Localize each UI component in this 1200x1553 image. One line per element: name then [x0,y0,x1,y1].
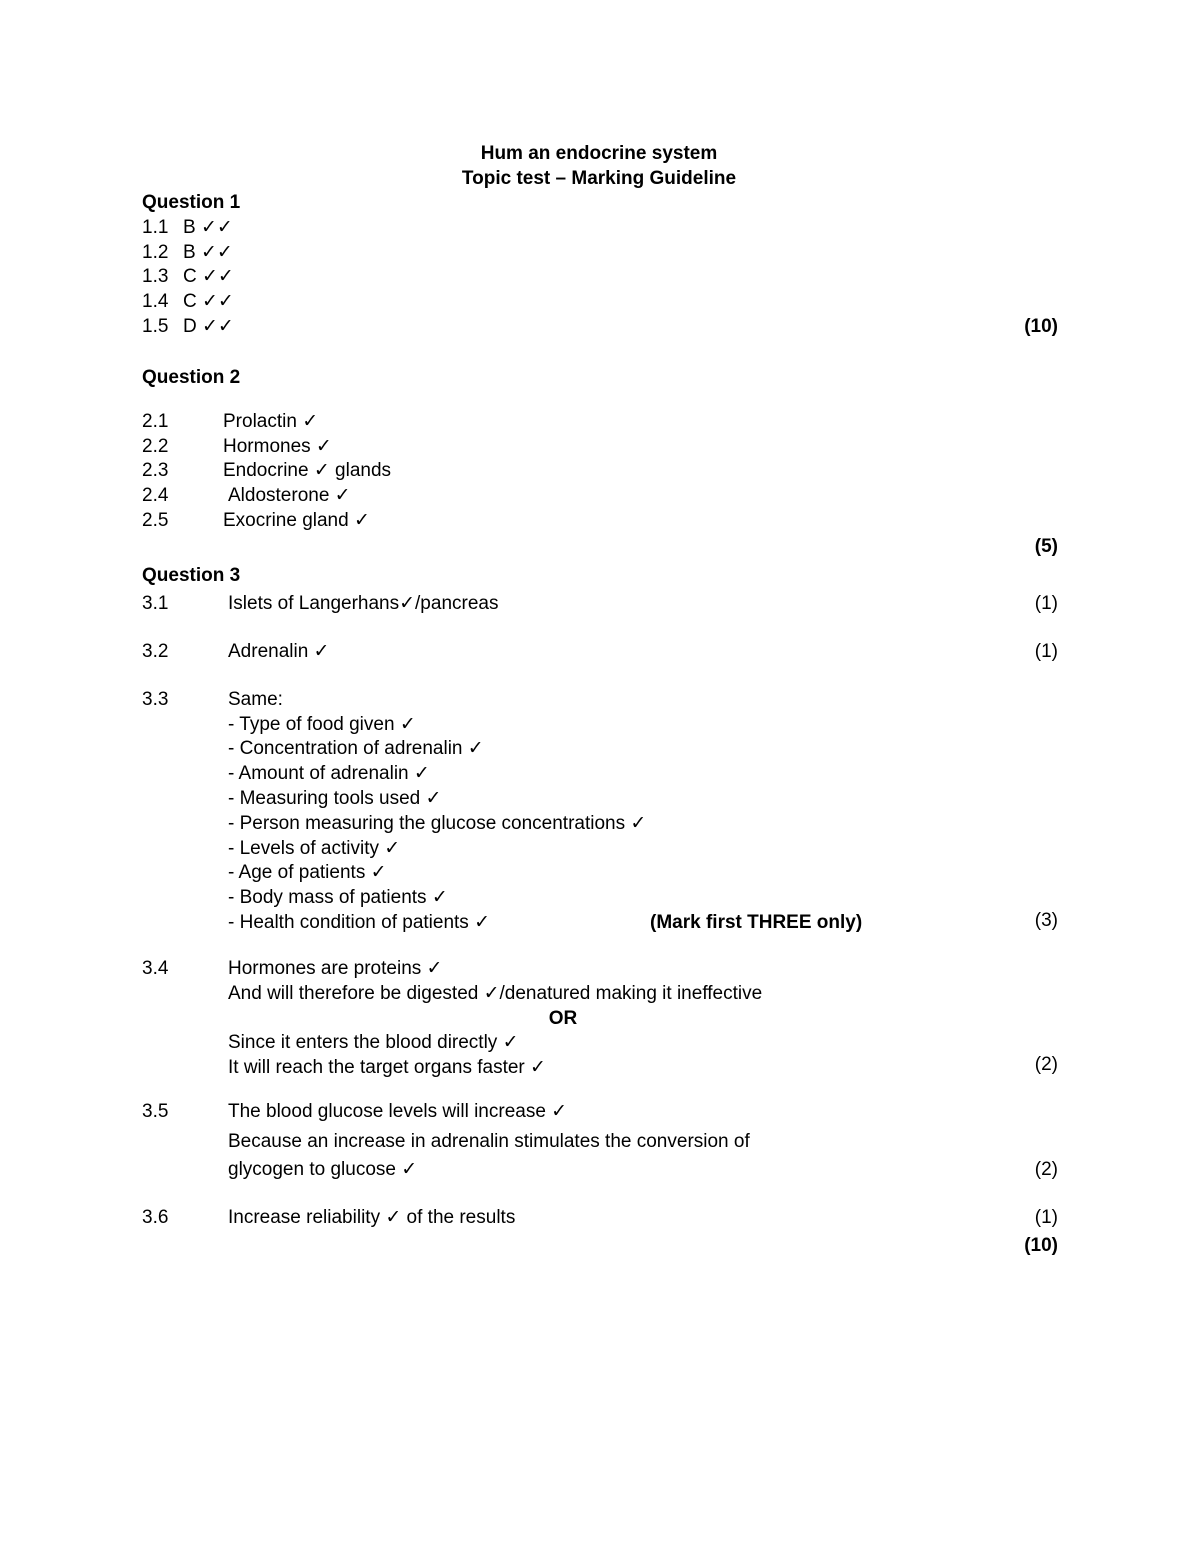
q2-item-answer: Aldosterone ✓ [228,485,351,506]
question-3-total: (10) [1024,1235,1058,1256]
q3-1-number: 3.1 [142,593,169,614]
q1-item-answer: C ✓✓ [183,266,234,287]
q3-5-marks: (2) [1034,1159,1058,1180]
page-subtitle: Topic test – Marking Guideline [461,168,737,189]
q3-3-list-item: - Type of food given ✓ [228,714,416,735]
q3-3-list-item: - Person measuring the glucose concentrations ✓ [228,813,647,834]
q2-item-number: 2.4 [142,485,169,506]
q3-6-answer: Increase reliability ✓ of the results [228,1207,516,1228]
q3-4-line: It will reach the target organs faster ✓ [228,1057,546,1078]
q3-3-intro: Same: [228,689,283,710]
question-1-total: (10) [1024,316,1058,337]
question-2-total: (5) [1034,536,1058,557]
question-3-heading: Question 3 [142,565,241,586]
q3-5-number: 3.5 [142,1101,169,1122]
q3-2-marks: (1) [1034,641,1058,662]
q2-item-number: 2.1 [142,411,169,432]
q2-item-answer: Prolactin ✓ [223,411,319,432]
q1-item-number: 1.2 [142,242,169,263]
q3-3-list-item: - Health condition of patients ✓ [228,912,491,933]
q3-4-number: 3.4 [142,958,169,979]
q3-3-number: 3.3 [142,689,169,710]
q3-3-list-item: - Concentration of adrenalin ✓ [228,738,484,759]
q3-3-list-item: - Body mass of patients ✓ [228,887,448,908]
q3-5-line: The blood glucose levels will increase ✓ [228,1101,568,1122]
q1-item-answer: B ✓✓ [183,242,233,263]
q3-4-line: Since it enters the blood directly ✓ [228,1032,519,1053]
page-title: Hum an endocrine system [480,143,718,164]
q3-6-number: 3.6 [142,1207,169,1228]
q1-item-answer: B ✓✓ [183,217,233,238]
q3-4-marks: (2) [1034,1054,1058,1075]
q1-item-number: 1.4 [142,291,169,312]
q3-2-number: 3.2 [142,641,169,662]
q1-item-number: 1.5 [142,316,169,337]
q3-3-list-item: - Amount of adrenalin ✓ [228,763,430,784]
q2-item-number: 2.3 [142,460,169,481]
q3-5-line: glycogen to glucose ✓ [228,1159,418,1180]
q1-item-number: 1.1 [142,217,169,238]
q3-6-marks: (1) [1034,1207,1058,1228]
q3-4-line: And will therefore be digested ✓/denatured making it ineffective [228,983,763,1004]
q3-3-list-item: - Measuring tools used ✓ [228,788,442,809]
q1-item-answer: C ✓✓ [183,291,234,312]
q3-3-list-item: - Age of patients ✓ [228,862,387,883]
q3-5-line: Because an increase in adrenalin stimulates the conversion of [228,1131,750,1152]
q3-2-answer: Adrenalin ✓ [228,641,330,662]
q2-item-answer: Endocrine ✓ glands [223,460,392,481]
q3-1-marks: (1) [1034,593,1058,614]
q2-item-answer: Hormones ✓ [223,436,332,457]
q3-1-answer: Islets of Langerhans✓/pancreas [228,593,499,614]
q3-3-list-item: - Levels of activity ✓ [228,838,401,859]
q1-item-answer: D ✓✓ [183,316,234,337]
q3-4-line: Hormones are proteins ✓ [228,958,443,979]
q3-3-marking-note: (Mark first THREE only) [650,912,863,933]
question-1-heading: Question 1 [142,192,241,213]
q3-4-or-separator: OR [548,1008,578,1029]
question-2-heading: Question 2 [142,367,241,388]
q2-item-number: 2.2 [142,436,169,457]
q3-3-marks: (3) [1034,910,1058,931]
q2-item-answer: Exocrine gland ✓ [223,510,370,531]
q1-item-number: 1.3 [142,266,169,287]
q2-item-number: 2.5 [142,510,169,531]
